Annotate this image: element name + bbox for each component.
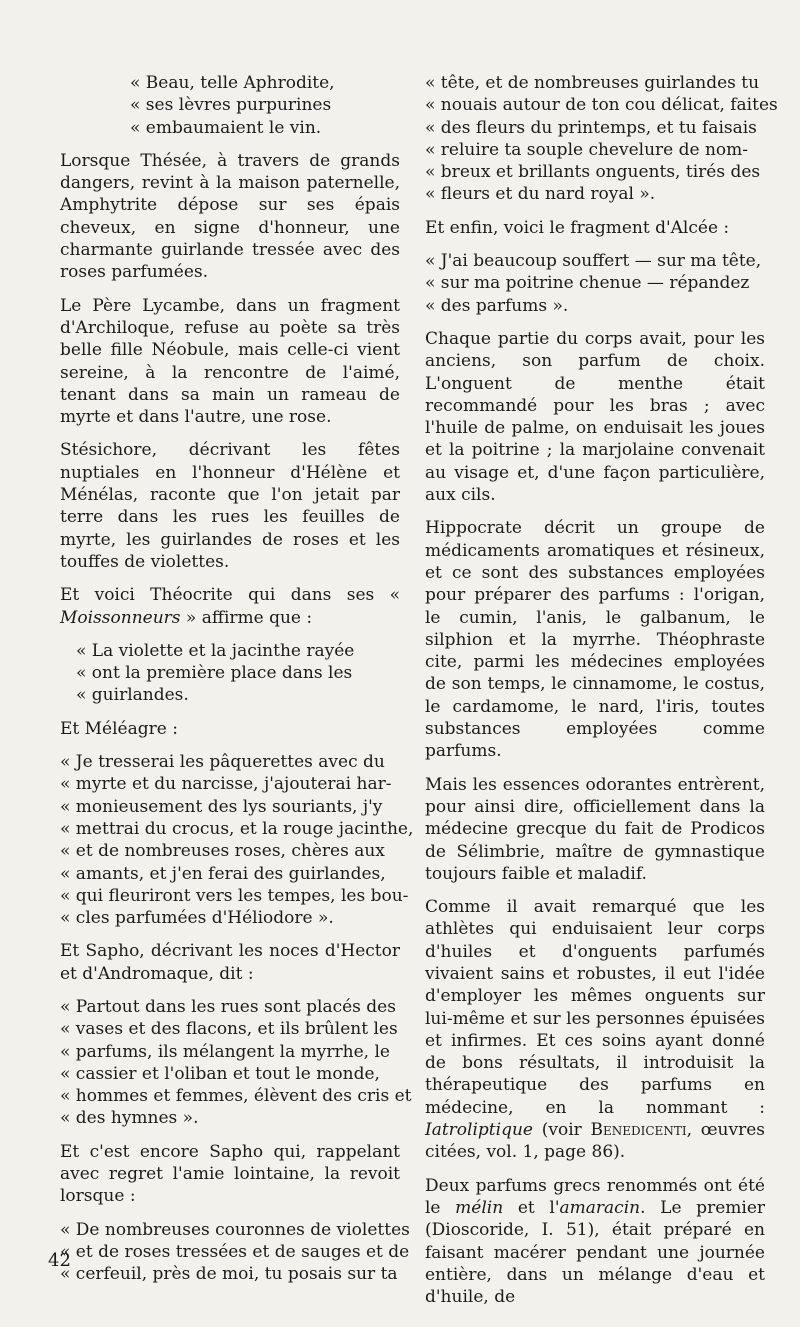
paragraph-corps: Chaque partie du corps avait, pour les anciens, son parfum de choix. L'onguent de menthe était recommandé pour les bras ; avec l'huile de palme, on enduisait les joues et la poitrine ; la marjolaine convenait au visage et, d'une façon particulière, aux cils. (425, 328, 765, 506)
paragraph-theocrite (60, 584, 400, 629)
term-iatroliptique: Iatroliptique (425, 1120, 533, 1141)
text-run: , œuvres citées, vol. 1, page 86). (425, 1120, 765, 1163)
verse-line: « nouais autour de ton cou délicat, faites (425, 95, 778, 116)
verse-line: « des parfums ». (425, 295, 569, 316)
verse-line: « J'ai beaucoup souffert — sur ma tête, (425, 251, 762, 272)
verse-line: « et de nombreuses roses, chères aux (60, 841, 385, 862)
verse-line: « reluire ta souple chevelure de nom- (425, 139, 749, 160)
page-number: 42 (48, 1250, 71, 1271)
term-amaracin: amaracin (559, 1197, 641, 1218)
text-run: . Le premier (Dioscoride, I. 51), était préparé en faisant macérer pendant une journée entière, dans un mélange d'eau et d'huile, de (425, 1197, 765, 1308)
verse-line: « breux et brillants onguents, tirés des (425, 162, 761, 183)
quote-sapho-continued (425, 72, 778, 206)
verse-line: « monieusement des lys souriants, j'y (60, 796, 383, 817)
quote-sapho-couronnes (60, 1219, 410, 1286)
paragraph-stesichore: Stésichore, décrivant les fêtes nuptiales en l'honneur d'Hélène et Ménélas, raconte que l'on jetait par terre dans les rues les feuilles de myrte, les guirlandes de roses et les touffes de violettes. (60, 440, 400, 572)
quote-theocrite (60, 640, 400, 707)
work-title: Moissonneurs (60, 607, 181, 628)
term-melin: mélin (455, 1197, 504, 1218)
quote-alcee (425, 250, 765, 317)
verse-line: « et de roses tressées et de sauges et de (60, 1241, 410, 1262)
verse-line: « Je tresserai les pâquerettes avec du (60, 752, 385, 773)
verse-line: « guirlandes. (76, 685, 189, 706)
paragraph-meleagre: Et Méléagre : (60, 718, 178, 739)
verse-line: « cassier et l'oliban et tout le monde, (60, 1063, 380, 1084)
verse-line: « qui fleuriront vers les tempes, les bou- (60, 885, 409, 906)
paragraph-sapho-regret: Et c'est encore Sapho qui, rappelant avec regret l'amie lointaine, la revoit lorsque : (60, 1141, 400, 1207)
verse-line: « ont la première place dans les (76, 663, 353, 684)
paragraph-essences: Mais les essences odorantes entrèrent, pour ainsi dire, officiellement dans la médecine grecque du fait de Prodicos de Sélimbrie, maître de gymnastique toujours faible et maladif. (425, 774, 765, 884)
verse-line: « cles parfumées d'Héliodore ». (60, 908, 334, 929)
verse-line: « Beau, telle Aphrodite, (130, 73, 335, 93)
paragraph-thesee: Lorsque Thésée, à travers de grands dangers, revint à la maison paternelle, Amphytrite dépose sur ses épais cheveux, en signe d'honneur, une charmante guirlande tressée avec des roses parfumées. (60, 150, 400, 283)
paragraph-hippocrate: Hippocrate décrit un groupe de médicaments aromatiques et résineux, et ce sont des substances employées pour préparer des parfums : l'origan, le cumin, l'anis, le galbanum, le silphion et la myrrhe. Théophraste cite, parmi les médecines employées de son temps, le cinnamome, le costus, le cardamome, le nard, l'iris, toutes substances employées comme parfums. (425, 518, 765, 762)
verse-line: « embaumaient le vin. (130, 117, 322, 138)
verse-line: « ses lèvres purpurines (130, 95, 332, 116)
verse-line: « Partout dans les rues sont placés des (60, 996, 396, 1017)
verse-line: « amants, et j'en ferai des guirlandes, (60, 863, 386, 884)
verse-line: « des hymnes ». (60, 1108, 199, 1129)
author-name: Benedicenti (590, 1120, 687, 1141)
verse-line: « fleurs et du nard royal ». (425, 184, 656, 205)
verse-line: « La violette et la jacinthe rayée (76, 640, 355, 661)
quote-meleagre (60, 751, 414, 929)
verse-line: « cerfeuil, près de moi, tu posais sur ta (60, 1264, 398, 1285)
verse-line: « De nombreuses couronnes de violettes (60, 1219, 410, 1240)
aphrodite-poem (60, 72, 400, 139)
paragraph-lycambe: Le Père Lycambe, dans un fragment d'Archiloque, refuse au poète sa très belle fille Néobule, mais celle-ci vient sereine, à la rencontre de l'aimé, tenant dans sa main un rameau de myrte et dans l'autre, une rose. (60, 295, 400, 428)
paragraph-parfums-grecs (425, 1175, 765, 1309)
verse-line: « des fleurs du printemps, et tu faisais (425, 117, 757, 138)
left-column (60, 72, 414, 1297)
verse-line: « parfums, ils mélangent la myrrhe, le (60, 1041, 390, 1062)
text-run: Deux parfums grecs renommés ont été le (425, 1175, 765, 1218)
verse-line: « mettrai du crocus, et la rouge jacinthe, (60, 818, 414, 839)
right-column (425, 72, 778, 1319)
text-run: » affirme que : (180, 607, 313, 628)
verse-line: « vases et des flacons, et ils brûlent les (60, 1019, 398, 1040)
paragraph-alcee: Et enfin, voici le fragment d'Alcée : (425, 217, 730, 238)
verse-line: « hommes et femmes, élèvent des cris et (60, 1086, 412, 1107)
quote-sapho-noces (60, 996, 412, 1130)
verse-line: « tête, et de nombreuses guirlandes tu (425, 73, 760, 93)
text-run: Comme il avait remarqué que les athlètes qui enduisaient leur corps d'huiles et d'onguents parfumés vivaient sains et robustes, il eut l'idée d'employer les mêmes onguents sur lui-même et sur les personnes épuisées et infirmes. Et ces soins ayant donné de bons résultats, il introduisit la thérapeutique des parfums en médecine, en la nommant : (425, 897, 765, 1118)
verse-line: « sur ma poitrine chenue — répandez (425, 273, 750, 294)
text-run: Et voici Théocrite qui dans ses « (60, 585, 400, 606)
text-run: et l' (503, 1197, 560, 1218)
paragraph-athletes (425, 896, 765, 1164)
text-run: (voir (532, 1120, 591, 1141)
verse-line: « myrte et du narcisse, j'ajouterai har- (60, 774, 392, 795)
paragraph-sapho-noces: Et Sapho, décrivant les noces d'Hector et d'Andromaque, dit : (60, 941, 400, 984)
